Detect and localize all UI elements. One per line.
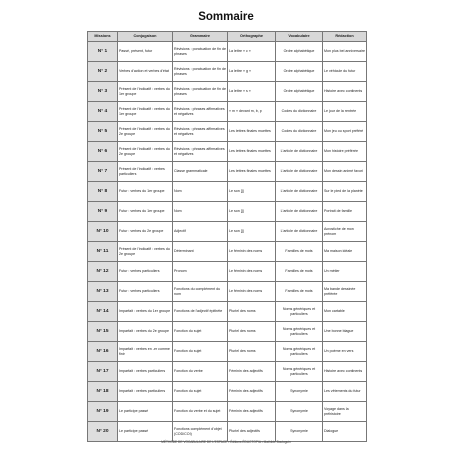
table-row	[88, 42, 367, 62]
cell-orthographe: Le son [j]	[228, 182, 276, 202]
cell-redaction: Le jour de la rentrée	[323, 102, 367, 122]
cell-redaction: Dialogue	[323, 422, 367, 442]
cell-grammaire: Révisions : phrases affirmatives et négatives	[173, 102, 228, 122]
cell-conjugaison: Présent de l'indicatif : verbes particuliers	[118, 162, 173, 182]
table-header-row	[88, 32, 367, 42]
cell-orthographe: La lettre « g »	[228, 62, 276, 82]
summary-table	[87, 31, 367, 442]
table-row	[88, 402, 367, 422]
page-title: Sommaire	[198, 11, 254, 23]
cell-vocabulaire: Familles de mots	[276, 242, 323, 262]
cell-redaction: Mon cartable	[323, 302, 367, 322]
table-row	[88, 262, 367, 282]
cell-redaction: Voyage dans la préhistoire	[323, 402, 367, 422]
cell-orthographe: « m » devant m, b, p	[228, 102, 276, 122]
page-footer: MÉTHODE DE VOCABULAIRE DE L'ESPACE • Éditions ÉDUCTOPIA • Mathilde Bouluguin	[161, 440, 291, 444]
cell-vocabulaire: Synonymie	[276, 382, 323, 402]
col-header-conjugaison: Conjugaison	[118, 32, 173, 42]
cell-conjugaison: Passé, présent, futur	[118, 42, 173, 62]
table-row	[88, 142, 367, 162]
cell-orthographe: Pluriel des noms	[228, 342, 276, 362]
cell-vocabulaire: Familles de mots	[276, 282, 323, 302]
cell-redaction: Mon histoire préférée	[323, 142, 367, 162]
col-header-orthographe: Orthographe	[228, 32, 276, 42]
cell-vocabulaire: Noms génériques et particuliers	[276, 362, 323, 382]
cell-mission: N° 18	[88, 382, 118, 402]
table-row	[88, 242, 367, 262]
cell-orthographe: Féminin des adjectifs	[228, 402, 276, 422]
table-row	[88, 202, 367, 222]
cell-conjugaison: Imparfait : verbes du 2e groupe	[118, 322, 173, 342]
cell-vocabulaire: Ordre alphabétique	[276, 82, 323, 102]
cell-grammaire: Fonctions du complément du nom	[173, 282, 228, 302]
cell-vocabulaire: Ordre alphabétique	[276, 42, 323, 62]
cell-mission: N° 6	[88, 142, 118, 162]
table-row	[88, 162, 367, 182]
cell-conjugaison: Le participe passé	[118, 402, 173, 422]
cell-conjugaison: Imparfait : verbes du 1er groupe	[118, 302, 173, 322]
table-row	[88, 222, 367, 242]
cell-mission: N° 16	[88, 342, 118, 362]
col-header-grammaire: Grammaire	[173, 32, 228, 42]
cell-redaction: Un métier	[323, 262, 367, 282]
cell-grammaire: Fonction du verbe	[173, 362, 228, 382]
cell-redaction: Ma bande dessinée préférée	[323, 282, 367, 302]
cell-conjugaison: Le participe passé	[118, 422, 173, 442]
cell-vocabulaire: Familles de mots	[276, 262, 323, 282]
cell-mission: N° 15	[88, 322, 118, 342]
cell-redaction: Ma maison idéale	[323, 242, 367, 262]
cell-redaction: Le véhicule du futur	[323, 62, 367, 82]
cell-conjugaison: Présent de l'indicatif : verbes du 1er groupe	[118, 82, 173, 102]
cell-grammaire: Révisions : phrases affirmatives et négatives	[173, 122, 228, 142]
col-header-missions: Missions	[88, 32, 118, 42]
cell-conjugaison: Futur : verbes du 2e groupe	[118, 222, 173, 242]
cell-vocabulaire: L'article de dictionnaire	[276, 202, 323, 222]
cell-mission: N° 3	[88, 82, 118, 102]
table-row	[88, 322, 367, 342]
cell-redaction: Les vêtements du futur	[323, 382, 367, 402]
table-row	[88, 302, 367, 322]
cell-vocabulaire: Synonymie	[276, 422, 323, 442]
cell-mission: N° 2	[88, 62, 118, 82]
cell-mission: N° 12	[88, 262, 118, 282]
cell-grammaire: Nom	[173, 182, 228, 202]
cell-redaction: Sur le pied de la planète	[323, 182, 367, 202]
cell-orthographe: La lettre « c »	[228, 42, 276, 62]
table-row	[88, 62, 367, 82]
cell-conjugaison: Futur : verbes particuliers	[118, 282, 173, 302]
cell-mission: N° 19	[88, 402, 118, 422]
cell-conjugaison: Présent de l'indicatif : verbes du 2e groupe	[118, 142, 173, 162]
cell-mission: N° 5	[88, 122, 118, 142]
cell-grammaire: Adjectif	[173, 222, 228, 242]
cell-conjugaison: Futur : verbes du 1er groupe	[118, 182, 173, 202]
cell-grammaire: Fonctions de l'adjectif épithète	[173, 302, 228, 322]
cell-orthographe: Les lettres finales muettes	[228, 162, 276, 182]
cell-grammaire: Révisions : ponctuation de fin de phrases	[173, 62, 228, 82]
cell-conjugaison: Imparfait : verbes en -er comme finir	[118, 342, 173, 362]
cell-grammaire: Fonction du verbe et du sujet	[173, 402, 228, 422]
cell-vocabulaire: Codes du dictionnaire	[276, 122, 323, 142]
cell-mission: N° 14	[88, 302, 118, 322]
cell-orthographe: Pluriel des noms	[228, 322, 276, 342]
cell-grammaire: Déterminant	[173, 242, 228, 262]
table-row	[88, 282, 367, 302]
cell-orthographe: Le féminin des noms	[228, 262, 276, 282]
table-row	[88, 382, 367, 402]
cell-grammaire: Classe grammaticale	[173, 162, 228, 182]
cell-orthographe: Le féminin des noms	[228, 242, 276, 262]
cell-mission: N° 1	[88, 42, 118, 62]
cell-vocabulaire: L'article de dictionnaire	[276, 222, 323, 242]
cell-mission: N° 17	[88, 362, 118, 382]
cell-mission: N° 13	[88, 282, 118, 302]
cell-mission: N° 9	[88, 202, 118, 222]
cell-grammaire: Fonction du sujet	[173, 342, 228, 362]
cell-orthographe: Le féminin des noms	[228, 282, 276, 302]
cell-conjugaison: Présent de l'indicatif : verbes du 2e groupe	[118, 122, 173, 142]
table-row	[88, 362, 367, 382]
cell-redaction: Mon jeu ou sport préféré	[323, 122, 367, 142]
cell-vocabulaire: L'article de dictionnaire	[276, 162, 323, 182]
table-row	[88, 82, 367, 102]
cell-mission: N° 20	[88, 422, 118, 442]
cell-grammaire: Pronom	[173, 262, 228, 282]
cell-conjugaison: Imparfait : verbes particuliers	[118, 382, 173, 402]
cell-vocabulaire: L'article de dictionnaire	[276, 182, 323, 202]
cell-orthographe: Pluriel des adjectifs	[228, 422, 276, 442]
cell-redaction: Portrait de famille	[323, 202, 367, 222]
cell-orthographe: Le son [j]	[228, 202, 276, 222]
cell-grammaire: Fonction du sujet	[173, 382, 228, 402]
cell-orthographe: Pluriel des noms	[228, 302, 276, 322]
cell-redaction: Mon dessin animé favori	[323, 162, 367, 182]
cell-orthographe: Féminin des adjectifs	[228, 362, 276, 382]
cell-vocabulaire: Codes du dictionnaire	[276, 102, 323, 122]
cell-conjugaison: Imparfait : verbes particuliers	[118, 362, 173, 382]
cell-redaction: Acrostiche de mon prénom	[323, 222, 367, 242]
cell-mission: N° 11	[88, 242, 118, 262]
cell-conjugaison: Futur : verbes particuliers	[118, 262, 173, 282]
cell-mission: N° 7	[88, 162, 118, 182]
cell-grammaire: Fonctions complément d'objet (COD/COI)	[173, 422, 228, 442]
cell-redaction: Un poème en vers	[323, 342, 367, 362]
cell-redaction: Mon plus bel anniversaire	[323, 42, 367, 62]
cell-mission: N° 4	[88, 102, 118, 122]
cell-conjugaison: Futur : verbes du 1er groupe	[118, 202, 173, 222]
cell-orthographe: La lettre « s »	[228, 82, 276, 102]
cell-vocabulaire: Ordre alphabétique	[276, 62, 323, 82]
cell-vocabulaire: Synonymie	[276, 402, 323, 422]
cell-redaction: Histoire avec continents	[323, 362, 367, 382]
col-header-redaction: Rédaction	[323, 32, 367, 42]
cell-conjugaison: Présent de l'indicatif : verbes du 2e groupe	[118, 242, 173, 262]
table-row	[88, 182, 367, 202]
cell-grammaire: Révisions : ponctuation de fin de phrases	[173, 82, 228, 102]
cell-orthographe: Le son [j]	[228, 222, 276, 242]
table-row	[88, 102, 367, 122]
table-row	[88, 122, 367, 142]
cell-vocabulaire: L'article de dictionnaire	[276, 142, 323, 162]
cell-orthographe: Les lettres finales muettes	[228, 122, 276, 142]
cell-conjugaison: Verbes d'action et verbes d'état	[118, 62, 173, 82]
cell-vocabulaire: Noms génériques et particuliers	[276, 302, 323, 322]
cell-mission: N° 10	[88, 222, 118, 242]
cell-vocabulaire: Noms génériques et particuliers	[276, 322, 323, 342]
cell-vocabulaire: Noms génériques et particuliers	[276, 342, 323, 362]
cell-grammaire: Nom	[173, 202, 228, 222]
cell-grammaire: Fonction du sujet	[173, 322, 228, 342]
table-row	[88, 342, 367, 362]
cell-redaction: Histoire avec continents	[323, 82, 367, 102]
table-row	[88, 422, 367, 442]
cell-grammaire: Révisions : ponctuation de fin de phrases	[173, 42, 228, 62]
cell-orthographe: Les lettres finales muettes	[228, 142, 276, 162]
cell-grammaire: Révisions : phrases affirmatives et négatives	[173, 142, 228, 162]
cell-orthographe: Féminin des adjectifs	[228, 382, 276, 402]
cell-mission: N° 8	[88, 182, 118, 202]
col-header-vocabulaire: Vocabulaire	[276, 32, 323, 42]
cell-redaction: Une bonne blague	[323, 322, 367, 342]
cell-conjugaison: Présent de l'indicatif : verbes du 1er groupe	[118, 102, 173, 122]
